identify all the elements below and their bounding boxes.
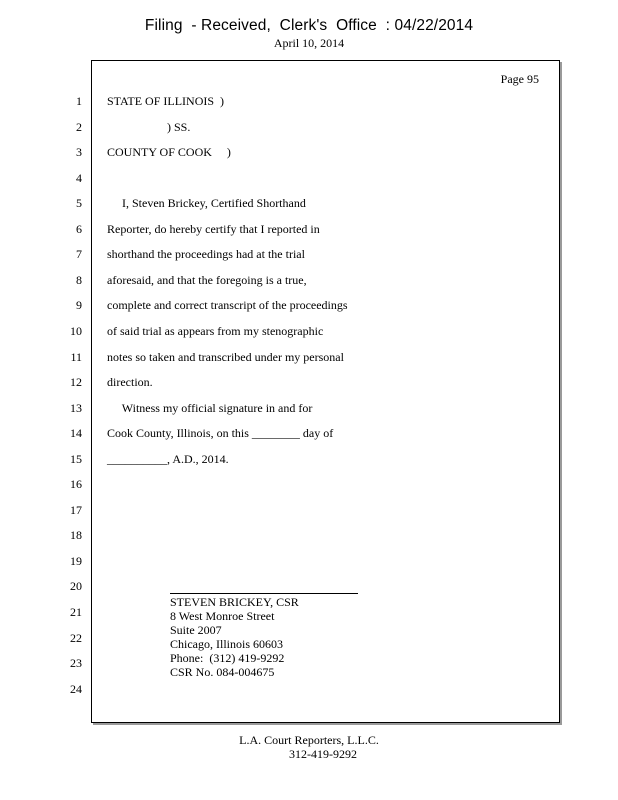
footer-company: L.A. Court Reporters, L.L.C. (239, 733, 379, 747)
line-number: 10 (70, 324, 82, 338)
filing-stamp: Filing - Received, Clerk's Office : 04/22/2014 (144, 17, 474, 34)
line-number: 14 (70, 426, 82, 440)
line-number: 4 (76, 171, 82, 185)
line-number: 8 (76, 273, 82, 287)
line-number: 23 (70, 656, 82, 670)
line-number: 18 (70, 528, 82, 542)
line-number: 1 (76, 94, 82, 108)
signature-line (170, 593, 358, 594)
footer-phone: 312-419-9292 (289, 747, 357, 761)
line-number: 5 (76, 196, 82, 210)
line-text: ) SS. (107, 120, 191, 134)
line-number: 7 (76, 247, 82, 261)
line-text: COUNTY OF COOK ) (107, 145, 231, 159)
signature-name: STEVEN BRICKEY, CSR (170, 595, 299, 609)
line-number: 3 (76, 145, 82, 159)
line-number: 12 (70, 375, 82, 389)
line-text: shorthand the proceedings had at the trial (107, 247, 305, 261)
line-text: __________, A.D., 2014. (107, 452, 229, 466)
line-number: 16 (70, 477, 82, 491)
line-number: 22 (70, 631, 82, 645)
page-number: Page 95 (500, 72, 539, 86)
signature-city: Chicago, Illinois 60603 (170, 637, 283, 651)
line-text: notes so taken and transcribed under my personal (107, 350, 344, 364)
signature-block (170, 595, 299, 679)
line-text: direction. (107, 375, 153, 389)
line-number: 9 (76, 298, 82, 312)
line-number: 13 (70, 401, 82, 415)
line-number: 21 (70, 605, 82, 619)
signature-suite: Suite 2007 (170, 623, 222, 637)
line-number: 15 (70, 452, 82, 466)
line-number: 6 (76, 222, 82, 236)
line-number: 24 (70, 682, 82, 696)
signature-phone: Phone: (312) 419-9292 (170, 651, 285, 665)
line-number: 11 (70, 350, 82, 364)
line-text: I, Steven Brickey, Certified Shorthand (107, 196, 306, 210)
line-number: 19 (70, 554, 82, 568)
line-number: 20 (70, 579, 82, 593)
transcript-date: April 10, 2014 (273, 36, 345, 50)
line-text: STATE OF ILLINOIS ) (107, 94, 225, 108)
line-number: 2 (76, 120, 82, 134)
line-text: of said trial as appears from my stenographic (107, 324, 324, 338)
line-text: complete and correct transcript of the proceedings (107, 298, 348, 312)
line-text: Cook County, Illinois, on this ________ day of (107, 426, 334, 440)
line-text: aforesaid, and that the foregoing is a true, (107, 273, 307, 287)
line-number: 17 (70, 503, 82, 517)
line-text: Reporter, do hereby certify that I reported in (107, 222, 320, 236)
line-text: Witness my official signature in and for (107, 401, 313, 415)
signature-csr-number: CSR No. 084-004675 (170, 665, 275, 679)
signature-street: 8 West Monroe Street (170, 609, 275, 623)
